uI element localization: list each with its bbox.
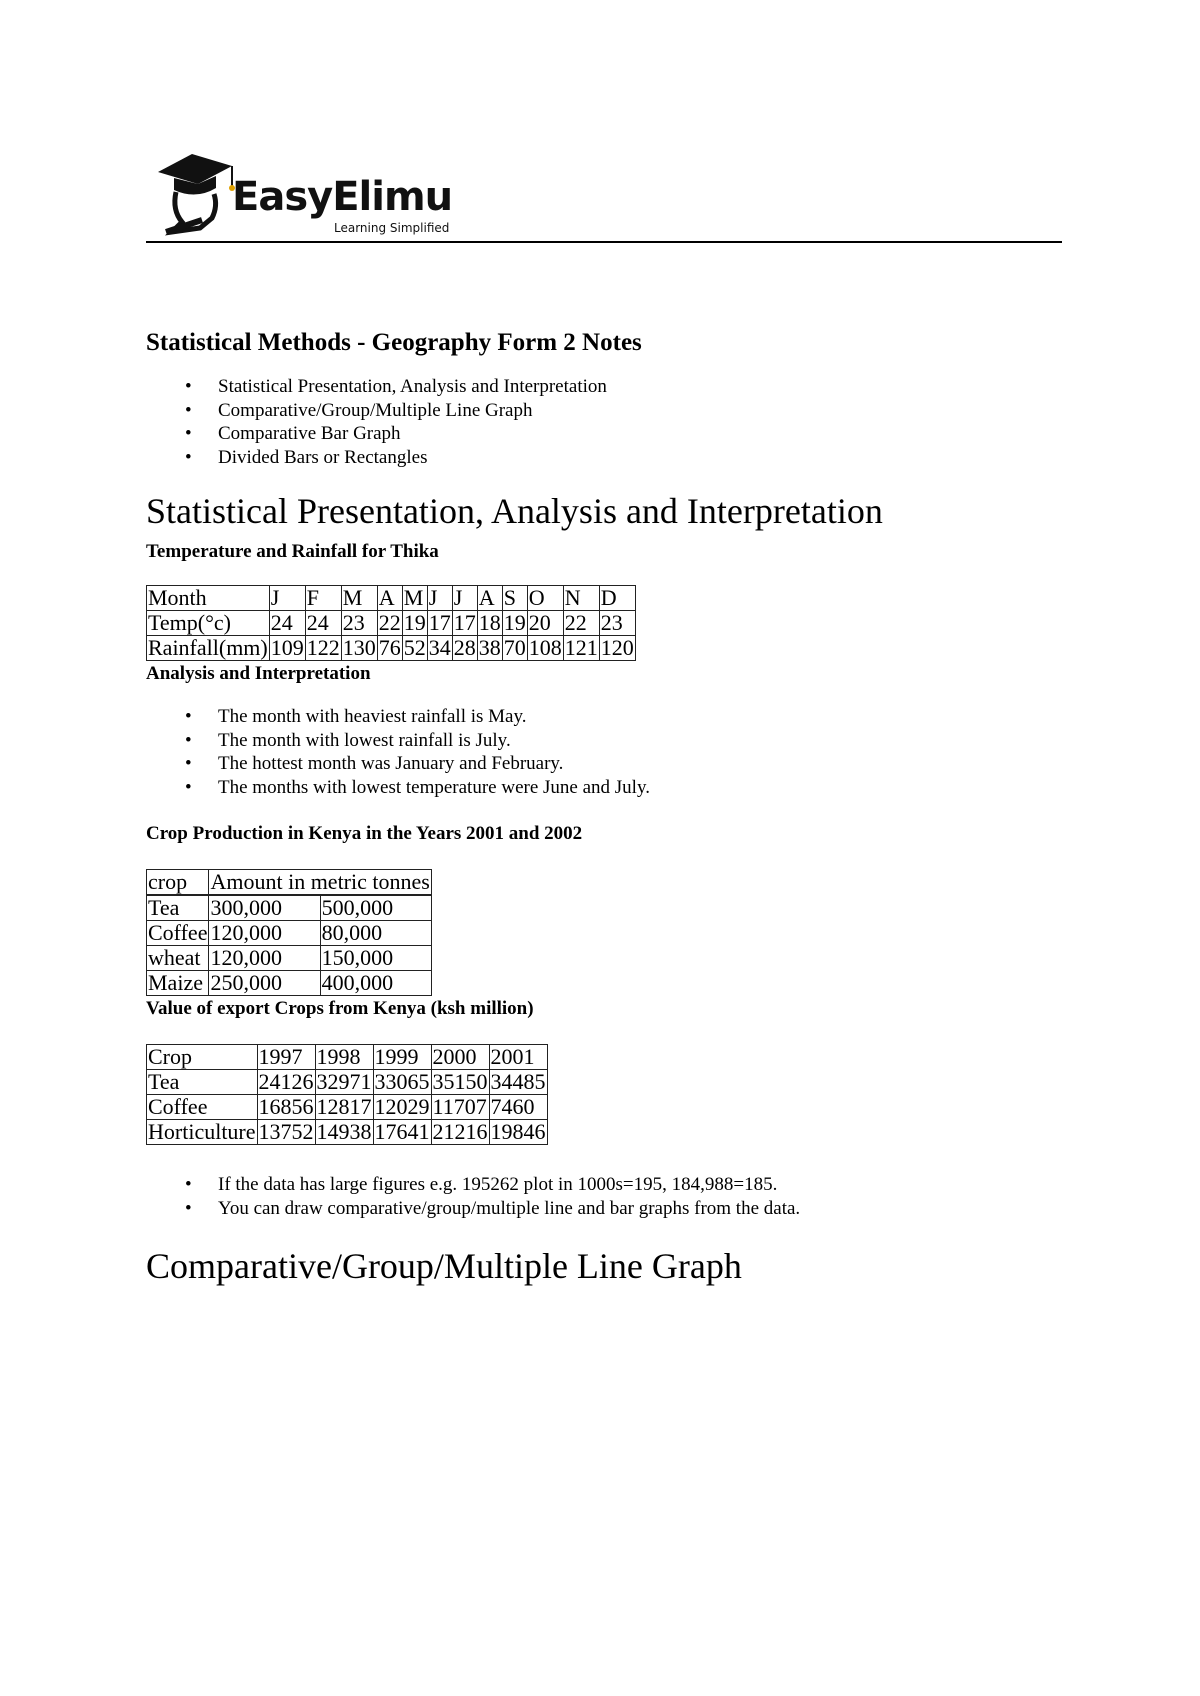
table-cell: 24 [269,611,305,636]
thika-climate-table [146,585,636,661]
table-cell: 120,000 [209,946,320,971]
toc-item[interactable]: • Divided Bars or Rectangles [218,446,1066,470]
toc-item[interactable]: • Comparative Bar Graph [218,422,1066,446]
document-title: Statistical Methods - Geography Form 2 Notes [146,329,642,356]
table-cell: Horticulture [148,1119,256,1144]
table-cell: 120 [600,635,634,660]
table-cell: 35150 [432,1069,488,1094]
table-row [147,1095,548,1120]
table-cell: Coffee [148,920,208,945]
table-cell: Temp(°c) [147,611,270,636]
analysis-heading: Analysis and Interpretation [146,663,371,684]
table-row [147,1070,548,1095]
logo-name: EasyElimu [232,174,453,220]
table-row [147,921,432,946]
table-cell: 400,000 [320,971,431,996]
note-item: • If the data has large figures e.g. 195262 plot in 1000s=195, 184,988=185. [218,1173,1066,1197]
crop-production-table [146,869,432,996]
table-row [147,586,636,611]
table-cell: 22 [563,611,599,636]
table-cell: 76 [378,635,401,660]
table-cell: 11707 [431,1095,489,1120]
table-cell: J [269,586,305,611]
table-cell: Tea [147,896,209,921]
section-heading: Comparative/Group/Multiple Line Graph [146,1246,742,1286]
table-row [147,870,432,895]
table-cell: 2001 [489,1045,547,1070]
table-row [147,636,636,661]
table-cell: Month [147,586,270,611]
table-caption: Value of export Crops from Kenya (ksh million) [146,998,534,1019]
table-cell: 250,000 [209,971,320,996]
analysis-point: • The months with lowest temperature were June and July. [218,776,1066,800]
table-cell: 500,000 [320,896,431,921]
table-row [147,946,432,971]
table-cell: 34485 [490,1069,546,1094]
analysis-point: • The month with lowest rainfall is July. [218,729,1066,753]
table-of-contents [146,375,1066,469]
table-cell: 14938 [316,1119,372,1144]
table-cell: Rainfall(mm) [148,635,268,660]
table-cell: 32971 [316,1069,372,1094]
table-cell: 22 [378,610,401,635]
table-cell: 121 [564,635,598,660]
table-cell: 38 [478,635,501,660]
table-cell: 19 [503,610,526,635]
table-cell: F [305,586,341,611]
table-cell: A [477,586,502,611]
table-cell: 2000 [431,1045,489,1070]
table-cell: 108 [528,635,562,660]
table-cell: A [377,586,402,611]
table-caption: Crop Production in Kenya in the Years 2001 and 2002 [146,823,583,844]
table-cell: Crop [147,1045,258,1070]
table-row [147,611,636,636]
table-cell: 1998 [315,1045,373,1070]
table-cell: 19 [403,610,426,635]
table-row [147,1045,548,1070]
table-cell: 18 [478,610,501,635]
table-cell: 122 [306,635,340,660]
table-caption: Temperature and Rainfall for Thika [146,541,439,562]
table-cell: 33065 [374,1069,430,1094]
page-header [146,146,1062,243]
table-cell: S [502,586,527,611]
logo-tagline: Learning Simplified [334,221,450,235]
export-crops-table [146,1044,548,1145]
notes-list [146,1173,1066,1220]
document-body [146,326,1066,1288]
table-cell: 24126 [258,1069,314,1094]
table-cell: 23 [341,611,377,636]
table-cell: O [527,586,563,611]
table-cell: 24 [305,611,341,636]
section-heading: Statistical Presentation, Analysis and Interpretation [146,491,883,531]
table-cell: 17 [453,610,476,635]
toc-item[interactable]: • Comparative/Group/Multiple Line Graph [218,399,1066,423]
table-cell: 21216 [432,1119,488,1144]
table-cell: M [402,586,427,611]
table-cell: 17 [428,610,451,635]
table-cell: 12817 [316,1094,372,1119]
table-cell: Coffee [147,1095,258,1120]
table-cell: 28 [453,635,476,660]
toc-item[interactable]: • Statistical Presentation, Analysis and Interpretation [218,375,1066,399]
table-cell: 80,000 [320,921,431,946]
table-cell: 130 [342,635,376,660]
table-cell: J [427,586,452,611]
table-cell: Tea [147,1070,258,1095]
analysis-point: • The month with heaviest rainfall is May. [218,705,1066,729]
analysis-point: • The hottest month was January and February. [218,752,1066,776]
graduation-cap-logo-icon [152,148,236,236]
table-row [147,896,432,921]
table-cell: 109 [270,635,304,660]
table-cell: wheat [147,946,209,971]
table-cell: 1999 [373,1045,431,1070]
table-cell: 12029 [374,1094,430,1119]
table-cell: Amount in metric tonnes [210,869,430,894]
table-cell: 1997 [257,1045,315,1070]
table-cell: J [452,586,477,611]
table-cell: 23 [599,611,635,636]
table-cell: 120,000 [209,921,320,946]
table-cell: N [563,586,599,611]
table-cell: 13752 [258,1119,314,1144]
table-cell: 17641 [374,1119,430,1144]
table-cell: crop [147,870,209,895]
table-cell: 300,000 [209,896,320,921]
table-row [147,1120,548,1145]
table-cell: 16856 [258,1094,314,1119]
table-row [147,971,432,996]
table-cell: Maize [147,971,209,996]
note-item: • You can draw comparative/group/multiple line and bar graphs from the data. [218,1197,1066,1221]
analysis-list [146,705,1066,799]
table-cell: 20 [527,611,563,636]
table-cell: 19846 [490,1119,546,1144]
table-cell: 70 [503,635,526,660]
table-cell: 7460 [489,1095,547,1120]
table-cell: D [599,586,635,611]
table-cell: 52 [403,635,426,660]
table-cell: 150,000 [320,946,431,971]
table-cell: M [341,586,377,611]
table-cell: 34 [428,635,451,660]
